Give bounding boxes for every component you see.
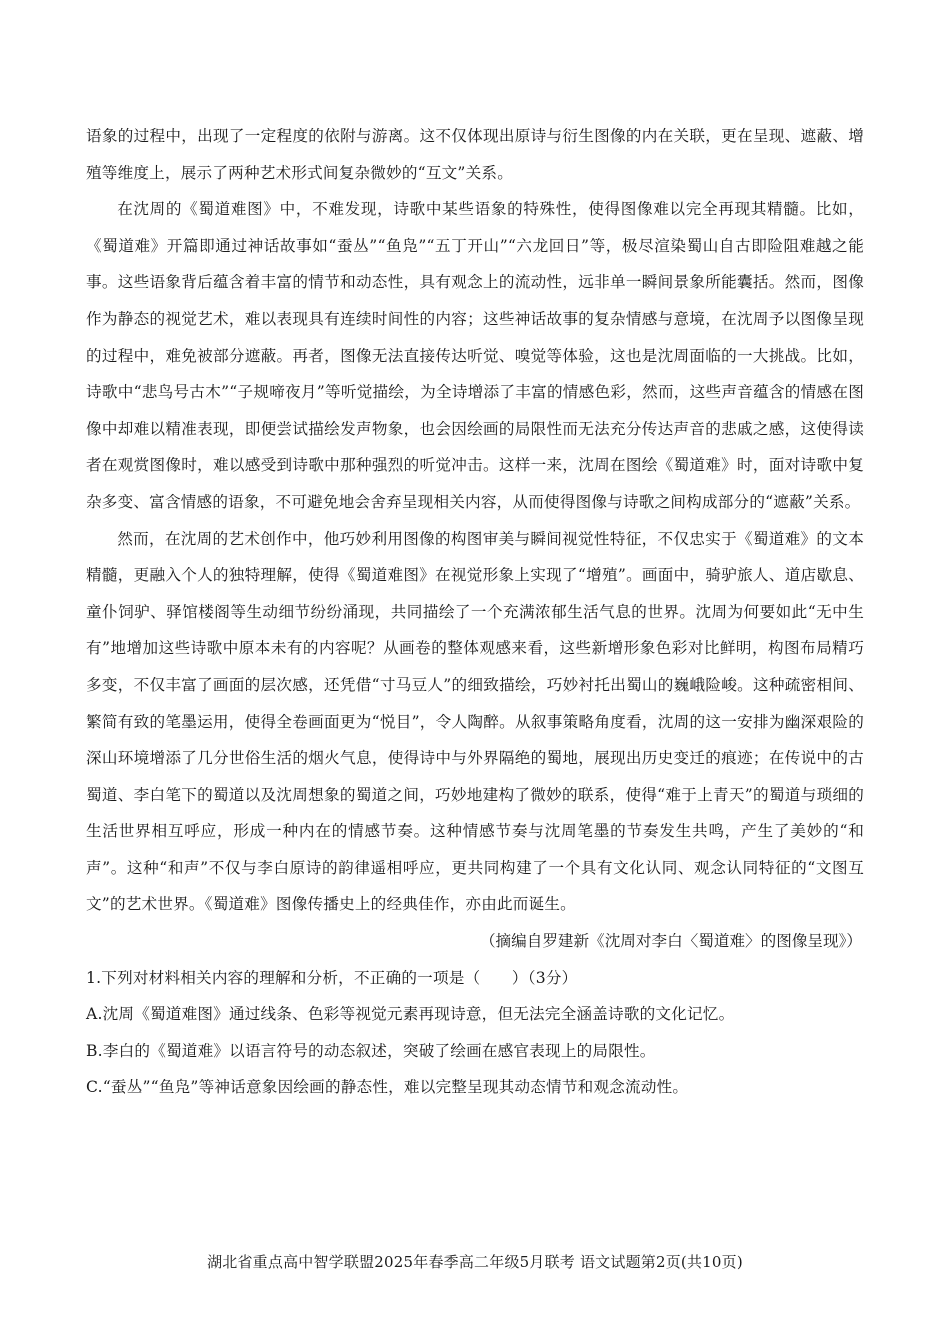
question-option-c: C.“蚕丛”“鱼凫”等神话意象因绘画的静态性，难以完整呈现其动态情节和观念流动性。: [86, 1078, 689, 1097]
page-footer: 湖北省重点高中智学联盟2025年春季高二年级5月联考 语文试题第2页(共10页): [207, 1253, 743, 1271]
passage-paragraph-concealment: 在沈周的《蜀道难图》中，不难发现，诗歌中某些语象的特殊性，使得图像难以完全再现其精髓。比如，《蜀道难》开篇即通过神话故事如“蚕丛”“鱼凫”“五丁开山”“六龙回日”等，极尽渲染蜀山自古即险阻难越之能事。这些语象背后蕴含着丰富的情节和动态性，具有观念上的流动性，远非单一瞬间景象所能囊括。然而，图像作为静态的视觉艺术，难以表现具有连续时间性的内容；这些神话故事的复杂情感与意境，在沈周予以图像呈现的过程中，难免被部分遮蔽。再者，图像无法直接传达听觉、嗅觉等体验，这也是沈周面临的一大挑战。比如，诗歌中“悲鸟号古木”“子规啼夜月”等听觉描绘，为全诗增添了丰富的情感色彩，然而，这些声音蕴含的情感在图像中却难以精准表现，即便尝试描绘发声物象，也会因绘画的局限性而无法充分传达声音的悲戚之感，这使得读者在观赏图像时，难以感受到诗歌中那种强烈的听觉冲击。这样一来，沈周在图绘《蜀道难》时，面对诗歌中复杂多变、富含情感的语象，不可避免地会舍弃呈现相关内容，从而使得图像与诗歌之间构成部分的“遮蔽”关系。: [86, 200, 864, 511]
question-option-b: B.李白的《蜀道难》以语言符号的动态叙述，突破了绘画在感官表现上的局限性。: [86, 1041, 656, 1060]
document-body: [86, 118, 864, 1106]
question-option-a: A.沈周《蜀道难图》通过线条、色彩等视觉元素再现诗意，但无法完全涵盖诗歌的文化记忆。: [86, 1005, 735, 1024]
passage-source: （摘编自罗建新《沈周对李白〈蜀道难〉的图像呈现》）: [479, 932, 862, 951]
passage-paragraph-proliferation: 然而，在沈周的艺术创作中，他巧妙利用图像的构图审美与瞬间视觉性特征，不仅忠实于《蜀道难》的文本精髓，更融入个人的独特理解，使得《蜀道难图》在视觉形象上实现了“增殖”。画面中，骑驴旅人、道店歇息、童仆饲驴、驿馆楼阁等生动细节纷纷涌现，共同描绘了一个充满浓郁生活气息的世界。沈周为何要如此“无中生有”地增加这些诗歌中原本未有的内容呢？从画卷的整体观感来看，这些新增形象色彩对比鲜明，构图布局精巧多变，不仅丰富了画面的层次感，还凭借“寸马豆人”的细致描绘，巧妙衬托出蜀山的巍峨险峻。这种疏密相间、繁简有致的笔墨运用，使得全卷画面更为“悦目”，令人陶醉。从叙事策略角度看，沈周的这一安排为幽深艰险的深山环境增添了几分世俗生活的烟火气息，使得诗中与外界隔绝的蜀地，展现出历史变迁的痕迹；在传说中的古蜀道、李白笔下的蜀道以及沈周想象的蜀道之间，巧妙地建构了微妙的联系，使得“难于上青天”的蜀道与琐细的生活世界相互呼应，形成一种内在的情感节奏。这种情感节奏与沈周笔墨的节奏发生共鸣，产生了美妙的“和声”。这种“和声”不仅与李白原诗的韵律遥相呼应，更共同构建了一个具有文化认同、观念认同特征的“文图互文”的艺术世界。《蜀道难》图像传播史上的经典佳作，亦由此而诞生。: [86, 529, 864, 914]
question-stem: 1.下列对材料相关内容的理解和分析，不正确的一项是（ ）（3分）: [86, 968, 578, 987]
passage-paragraph-continued: 语象的过程中，出现了一定程度的依附与游离。这不仅体现出原诗与衍生图像的内在关联，更在呈现、遮蔽、增殖等维度上，展示了两种艺术形式间复杂微妙的“互文”关系。: [86, 127, 864, 182]
